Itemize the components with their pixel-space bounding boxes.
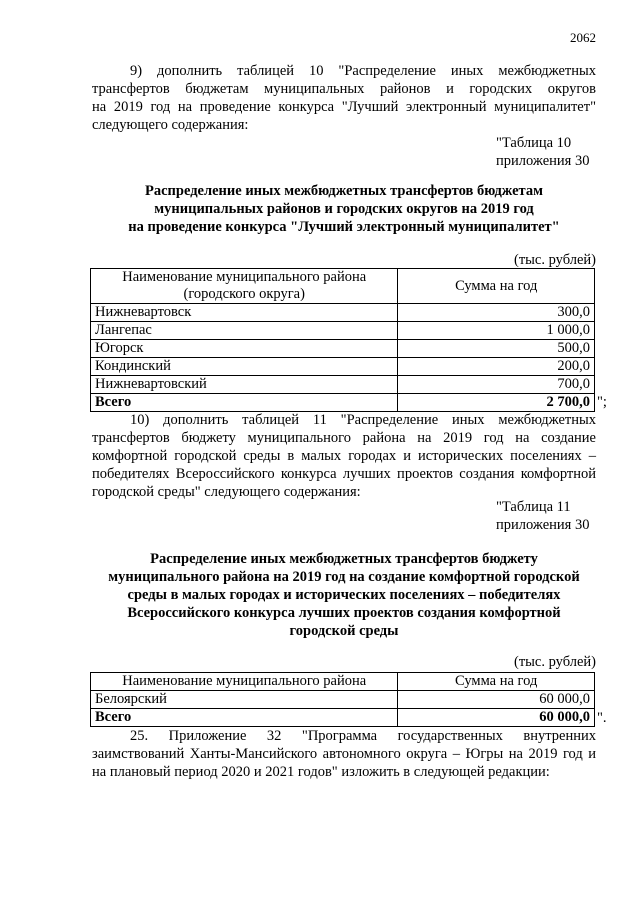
table11-title-line5: городской среды bbox=[289, 623, 399, 639]
table10-header-name-line2: (городского округа) bbox=[183, 286, 305, 302]
item10-line2: трансфертов бюджету муниципального района на 2019 год на создание bbox=[92, 430, 596, 446]
district-name: Нижневартовск bbox=[91, 304, 398, 322]
table-row bbox=[91, 304, 595, 322]
item9-line2: трансфертов бюджетам муниципальных районов и городских округов bbox=[92, 81, 596, 97]
table10-header-name-line1: Наименование муниципального района bbox=[122, 269, 367, 285]
item9-line4: следующего содержания: bbox=[92, 117, 249, 133]
district-sum: 700,0 bbox=[398, 376, 595, 394]
district-name: Нижневартовский bbox=[91, 376, 398, 394]
item10-line4: победителях Всероссийского конкурса лучших проектов создания комфортной bbox=[92, 466, 596, 482]
table11 bbox=[90, 672, 595, 727]
item9-line3: на 2019 год на проведение конкурса "Лучший электронный муниципалитет" bbox=[92, 99, 596, 115]
district-sum: 500,0 bbox=[398, 340, 595, 358]
item10-line3: комфортной городской среды в малых городах и исторических поселениях – bbox=[92, 448, 596, 464]
table11-title-line4: Всероссийского конкурса лучших проектов создания комфортной bbox=[127, 605, 561, 621]
table11-title-line2: муниципального района на 2019 год на создание комфортной городской bbox=[108, 569, 580, 585]
table11-title-line1: Распределение иных межбюджетных трансфертов бюджету bbox=[150, 551, 538, 567]
table11-caption-line1: "Таблица 11 bbox=[496, 499, 571, 515]
table11-header-name: Наименование муниципального района bbox=[91, 673, 398, 691]
district-sum: 1 000,0 bbox=[398, 322, 595, 340]
total-label: Всего bbox=[91, 394, 398, 412]
table11-caption-line2: приложения 30 bbox=[496, 517, 590, 533]
table10-closing-quote: "; bbox=[597, 394, 607, 410]
table10-caption-line1: "Таблица 10 bbox=[496, 135, 572, 151]
table-row bbox=[91, 322, 595, 340]
item25-line2: заимствований Ханты-Мансийского автономного округа – Югры на 2019 год и bbox=[92, 746, 596, 762]
table11-header-row bbox=[91, 673, 595, 691]
table10-title-line2: муниципальных районов и городских округов на 2019 год bbox=[154, 201, 534, 217]
table-row bbox=[91, 340, 595, 358]
total-sum: 60 000,0 bbox=[398, 709, 595, 727]
table11-total-row bbox=[91, 709, 595, 727]
total-sum: 2 700,0 bbox=[398, 394, 595, 412]
table10-header-row bbox=[91, 269, 595, 304]
table10-total-row bbox=[91, 394, 595, 412]
table10-title-line3: на проведение конкурса "Лучший электронный муниципалитет" bbox=[128, 219, 560, 235]
item10-line1: 10) дополнить таблицей 11 "Распределение иных межбюджетных bbox=[130, 412, 596, 428]
table11-title-line3: среды в малых городах и исторических поселениях – победителях bbox=[127, 587, 561, 603]
district-sum: 60 000,0 bbox=[398, 691, 595, 709]
table11-units: (тыс. рублей) bbox=[514, 654, 596, 670]
district-name: Югорск bbox=[91, 340, 398, 358]
total-label: Всего bbox=[91, 709, 398, 727]
table11-header-sum: Сумма на год bbox=[398, 673, 595, 691]
item25-line3: на плановый период 2020 и 2021 годов" изложить в следующей редакции: bbox=[92, 764, 550, 780]
page-number: 2062 bbox=[570, 30, 596, 45]
table-row bbox=[91, 358, 595, 376]
item9-line1: 9) дополнить таблицей 10 "Распределение иных межбюджетных bbox=[130, 63, 596, 79]
table-row bbox=[91, 691, 595, 709]
table-row bbox=[91, 376, 595, 394]
table10-units: (тыс. рублей) bbox=[514, 252, 596, 268]
table10-header-sum: Сумма на год bbox=[398, 269, 595, 304]
district-name: Лангепас bbox=[91, 322, 398, 340]
table11-closing-quote: ". bbox=[597, 710, 607, 726]
district-name: Белоярский bbox=[91, 691, 398, 709]
district-name: Кондинский bbox=[91, 358, 398, 376]
district-sum: 300,0 bbox=[398, 304, 595, 322]
table10-title-line1: Распределение иных межбюджетных трансфертов бюджетам bbox=[145, 183, 543, 199]
item25-line1: 25. Приложение 32 "Программа государственных внутренних bbox=[130, 728, 596, 744]
table10-header-name bbox=[91, 269, 398, 304]
table10 bbox=[90, 268, 595, 412]
item10-line5: городской среды" следующего содержания: bbox=[92, 484, 361, 500]
table10-caption-line2: приложения 30 bbox=[496, 153, 590, 169]
district-sum: 200,0 bbox=[398, 358, 595, 376]
